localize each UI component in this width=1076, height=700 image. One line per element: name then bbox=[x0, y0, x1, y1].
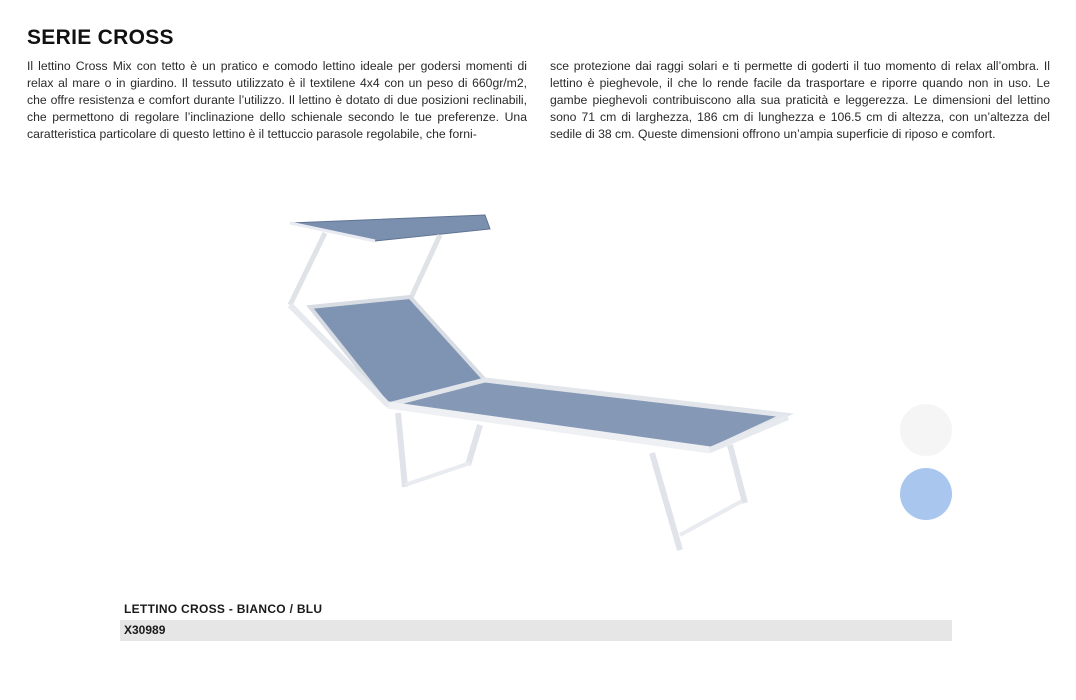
product-name: LETTINO CROSS - BIANCO / BLU bbox=[124, 602, 323, 616]
color-swatch-white[interactable] bbox=[900, 404, 952, 456]
product-code-bar bbox=[120, 620, 952, 641]
description-right: sce protezione dai raggi solari e ti permette di goderti il tuo momento di relax all’ombra. Il lettino è pieghevole, il che lo rende facile da trasportare e riporre quando non in uso. Le gambe pieghevoli contribuiscono alla sua praticità e leggerezza. Le dimensioni del lettino sono 71 cm di larghezza, 186 cm di lunghezza e 106.5 cm di altezza, con un’altezza del sedile di 38 cm. Queste dimensioni offrono un’ampia superficie di riposo e comfort. bbox=[550, 59, 1050, 141]
product-image bbox=[280, 205, 800, 565]
product-code: X30989 bbox=[124, 623, 166, 637]
leg bbox=[730, 445, 745, 503]
color-swatch-blue[interactable] bbox=[900, 468, 952, 520]
sun-lounger-illustration bbox=[280, 205, 800, 565]
leg bbox=[468, 425, 480, 465]
page-title: SERIE CROSS bbox=[27, 26, 174, 49]
leg bbox=[398, 413, 405, 487]
leg bbox=[652, 453, 680, 550]
description-left: Il lettino Cross Mix con tetto è un pratico e comodo lettino ideale per godersi momenti di relax al mare o in giardino. Il tessuto utilizzato è il textilene 4x4 con un peso di 660gr/m2, che offre resistenza e comfort durante l’utilizzo. Il lettino è dotato di due posizioni reclinabili, che permettono di regolare l’inclinazione dello schienale secondo le tue preferenze. Una caratteristica particolare di questo lettino è il tettuccio parasole regolabile, che forni- bbox=[27, 59, 527, 141]
